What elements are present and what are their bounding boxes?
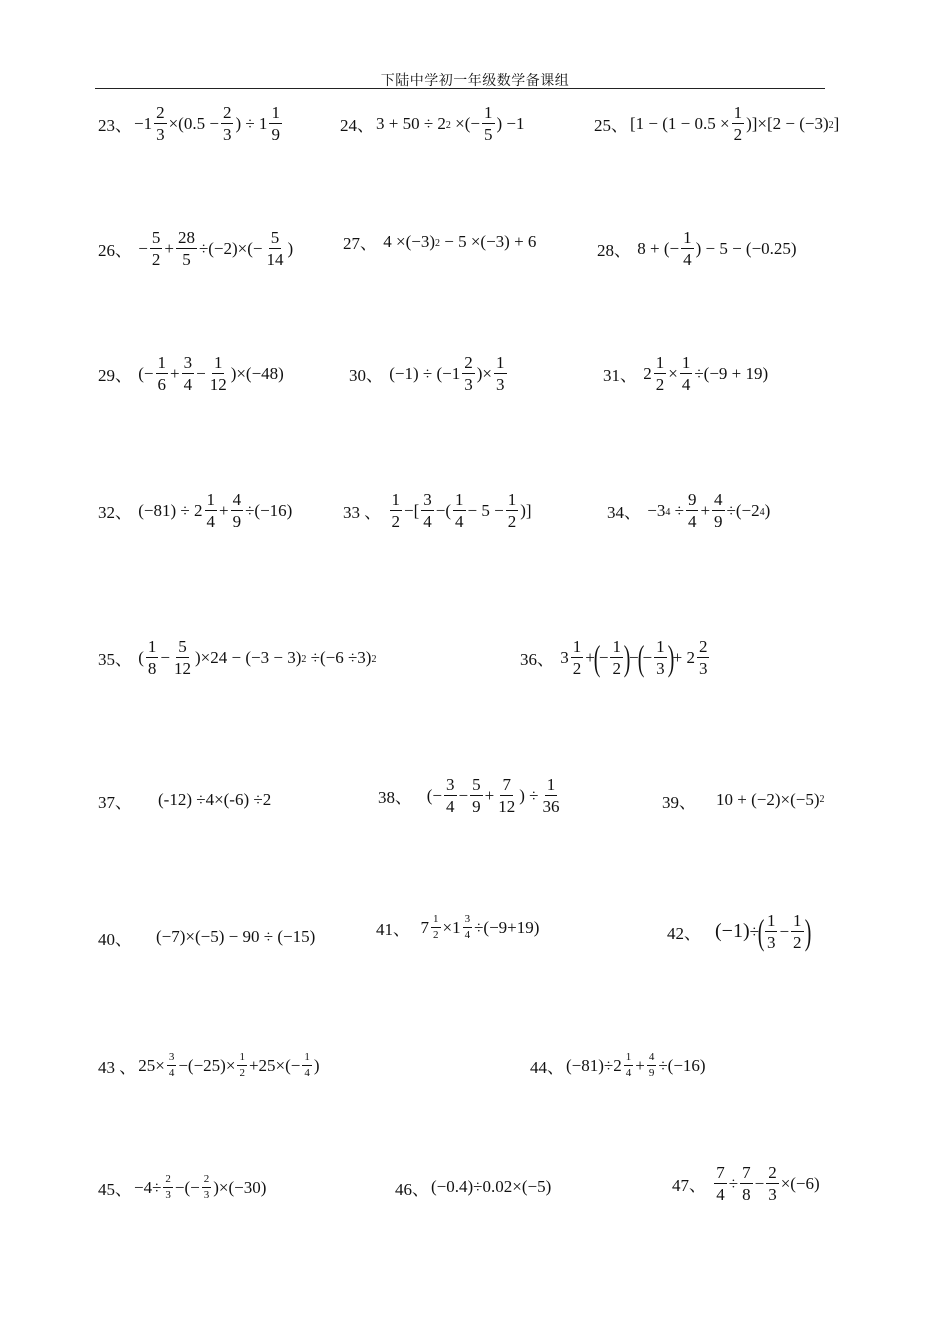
- problem-44: 44、 (−81)÷2 1 4 + $\frac{4}{9}$ ÷(−16): [530, 1051, 706, 1079]
- problem-31: 31、 2 $\frac{1}{2}$ × $\frac{1}{4}$ ÷(−9 + 19): [603, 353, 769, 394]
- problem-34: 34、 $-3^4$ ÷ $\frac{9}{4}$ + $\frac{4}{9}$ $\div(-2^4)$: [607, 490, 771, 531]
- problem-42: 42、 (−1) ÷ ( 1 3 − $\frac{1}{2}$ ): [667, 911, 811, 952]
- problem-number: 38、: [378, 788, 412, 807]
- problem-47: 47、 $\frac{7}{4}$ ÷ $\frac{7}{8}$ − $\frac{2}{3}$ ×(−6): [672, 1163, 820, 1204]
- problem-expression: 10 + (−2)×(−5): [716, 790, 820, 809]
- header-rule: [95, 88, 825, 89]
- problem-number: 29、: [98, 366, 132, 385]
- problem-38: 38、 (− $\frac{3}{4}$ − $\frac{5}{9}$ + $\frac{7}{12}$ ) ÷ $\frac{1}{36}$: [378, 775, 560, 816]
- problem-number: 31、: [603, 366, 637, 385]
- problem-30: 30、 (−1) ÷ (−1 2 3 )× $\frac{1}{3}$: [349, 353, 505, 394]
- problem-expression: (−0.4)÷0.02×(−5): [431, 1177, 552, 1196]
- problem-expression: (−7)×(−5) − 90 ÷ (−15): [156, 927, 316, 946]
- problem-40: [98, 922, 315, 952]
- problem-39: 39、 10 + (−2)×(−5) $^2$: [662, 785, 825, 815]
- problem-number: 41、: [376, 920, 410, 939]
- problem-32: 32、 (−81) ÷ 2 1 4 + $\frac{4}{9}$ ÷(−16): [98, 490, 293, 531]
- problem-number: 34、: [607, 503, 641, 522]
- problem-25: 25、 [1 − (1 − 0.5 × $\frac{1}{2}$ )]$\times[2 - (-3)^2]$: [594, 103, 840, 144]
- problem-number: 44、: [530, 1058, 564, 1077]
- problem-number: 47、: [672, 1176, 706, 1195]
- problem-28: 28、 8 + (− $\frac{1}{4}$ ) − 5 − (−0.25): [597, 228, 797, 269]
- problem-number: 30、: [349, 366, 383, 385]
- problem-expression: (-12) ÷4×(-6) ÷2: [158, 790, 272, 809]
- page-header: 下陆中学初一年级数学备课组: [380, 74, 570, 89]
- problem-number: 39、: [662, 792, 696, 812]
- problem-number: 28、: [597, 241, 631, 260]
- problem-number: 36、: [520, 650, 554, 669]
- problem-37: [98, 785, 271, 815]
- problem-27: 27、 $4 \times(-3)^2 - 5 \times(-3) + 6$: [343, 229, 536, 254]
- problem-45: 45、 −4÷ $\frac{2}{3}$ −(− $\frac{2}{3}$ )×(−30): [98, 1173, 267, 1201]
- problem-36: 36、 3 1 2 + ( − $\frac{1}{2}$ ) − ( − $\frac{1}{3}$ ) + 2 2 3: [520, 637, 708, 678]
- problem-number: 42、: [667, 924, 701, 943]
- problem-41: 41、 7 $\frac{1}{2}$ ×1 $\frac{3}{4}$ ÷(−9+19): [376, 913, 540, 941]
- problem-number: 43 、: [98, 1058, 137, 1077]
- problem-number: 37、: [98, 792, 132, 812]
- problem-number: 35、: [98, 650, 132, 669]
- problem-number: 23、: [98, 116, 132, 135]
- problem-43: 43 、 25× $\frac{3}{4}$ −(−25)× $\frac{1}{2}$ +25×(− $\frac{1}{4}$ ): [98, 1051, 320, 1079]
- problem-number: 40、: [98, 929, 132, 949]
- problem-number: 24、: [340, 116, 374, 135]
- problem-29: 29、 (− $\frac{1}{6}$ + $\frac{3}{4}$ − $\frac{1}{12}$ )×(−48): [98, 353, 284, 394]
- problem-46: [395, 1176, 551, 1198]
- problem-number: 46、: [395, 1179, 429, 1199]
- problem-33: 33 、 1 2 −[ 3 4 −( 1 4 − 5 − $\frac{1}{2}$ )]: [343, 490, 532, 531]
- problem-23: 23、 −1 $\frac{2}{3}$ ×(0.5 − $\frac{2}{3}$ ) ÷ 1 1 9: [98, 103, 280, 144]
- problem-24: 24、 $3 + 50 \div 2^2$ ×(− $\frac{1}{5}$ ) −1: [340, 103, 525, 144]
- problem-number: 25、: [594, 116, 628, 135]
- problem-number: 45、: [98, 1180, 132, 1199]
- problem-number: 33 、: [343, 503, 382, 522]
- problem-number: 26、: [98, 241, 132, 260]
- problem-26: 26、 − $\frac{5}{2}$ + $\frac{28}{5}$ ÷(−2)×(− $\frac{5}{14}$ ): [98, 228, 294, 269]
- problem-number: 27、: [343, 234, 377, 253]
- problem-35: 35、 ( 1 8 − $\frac{5}{12}$ )$\times 24 - (-3 - 3)^2 \div(-6 \div 3)^2$: [98, 637, 377, 678]
- problem-number: 32、: [98, 503, 132, 522]
